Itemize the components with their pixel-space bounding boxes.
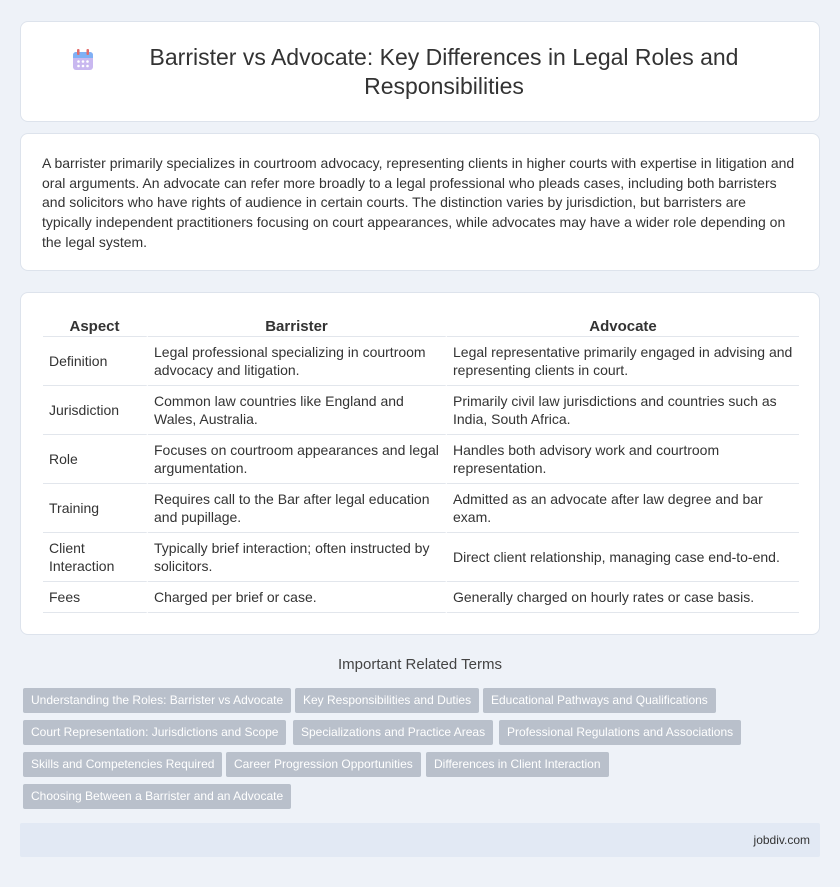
advocate-cell: Handles both advisory work and courtroom representation. — [447, 435, 799, 484]
related-term-tag[interactable]: Key Responsibilities and Duties — [295, 688, 479, 713]
aspect-cell: Fees — [43, 582, 148, 613]
related-term-tag[interactable]: Career Progression Opportunities — [226, 752, 421, 777]
barrister-cell: Requires call to the Bar after legal education and pupillage. — [148, 484, 447, 533]
advocate-cell: Direct client relationship, managing case end-to-end. — [447, 533, 799, 582]
barrister-cell: Typically brief interaction; often instructed by solicitors. — [148, 533, 447, 582]
barrister-cell: Common law countries like England and Wales, Australia. — [148, 386, 447, 435]
table-row — [43, 533, 799, 582]
related-term-tag[interactable]: Specializations and Practice Areas — [293, 720, 493, 745]
calendar-icon — [70, 47, 96, 73]
barrister-cell: Charged per brief or case. — [148, 582, 447, 613]
aspect-cell: Definition — [43, 337, 148, 386]
table-row — [43, 435, 799, 484]
header-card — [20, 21, 820, 122]
aspect-cell: Jurisdiction — [43, 386, 148, 435]
related-term-tag[interactable]: Professional Regulations and Associations — [499, 720, 741, 745]
advocate-cell: Legal representative primarily engaged in advising and representing clients in court. — [447, 337, 799, 386]
related-terms-title: Important Related Terms — [338, 656, 502, 673]
comparison-table-card — [20, 292, 820, 635]
related-term-tag[interactable]: Skills and Competencies Required — [23, 752, 222, 777]
aspect-cell: Training — [43, 484, 148, 533]
page-title: Barrister vs Advocate: Key Differences in Legal Roles and Responsibilities — [149, 43, 739, 99]
column-header-barrister: Barrister — [148, 313, 447, 337]
table-row — [43, 582, 799, 613]
advocate-cell: Admitted as an advocate after law degree and bar exam. — [447, 484, 799, 533]
related-term-tag[interactable]: Understanding the Roles: Barrister vs Advocate — [23, 688, 291, 713]
advocate-cell: Primarily civil law jurisdictions and countries such as India, South Africa. — [447, 386, 799, 435]
aspect-cell: Role — [43, 435, 148, 484]
intro-paragraph: A barrister primarily specializes in courtroom advocacy, representing clients in higher courts with expertise in litigation and oral arguments. An advocate can refer more broadly to a legal professional who pleads cases, including both barristers and solicitors who have rights of audience in certain courts. The distinction varies by jurisdiction, but barristers are typically independent practitioners focusing on court appearances, while advocates may have a wider role depending on the legal system. — [42, 155, 795, 250]
related-term-tag[interactable]: Differences in Client Interaction — [426, 752, 609, 777]
advocate-cell: Generally charged on hourly rates or case basis. — [447, 582, 799, 613]
related-term-tag[interactable]: Court Representation: Jurisdictions and Scope — [23, 720, 286, 745]
footer — [20, 823, 820, 857]
table-row — [43, 386, 799, 435]
barrister-cell: Focuses on courtroom appearances and legal argumentation. — [148, 435, 447, 484]
column-header-aspect: Aspect — [43, 313, 148, 337]
aspect-cell: Client Interaction — [43, 533, 148, 582]
related-term-tag[interactable]: Choosing Between a Barrister and an Advocate — [23, 784, 291, 809]
barrister-cell: Legal professional specializing in courtroom advocacy and litigation. — [148, 337, 447, 386]
column-header-advocate: Advocate — [447, 313, 799, 337]
intro-card — [20, 133, 820, 271]
table-row — [43, 337, 799, 386]
related-term-tag[interactable]: Educational Pathways and Qualifications — [483, 688, 716, 713]
table-row — [43, 484, 799, 533]
footer-site-link[interactable]: jobdiv.com — [753, 833, 810, 847]
comparison-table — [43, 313, 799, 613]
